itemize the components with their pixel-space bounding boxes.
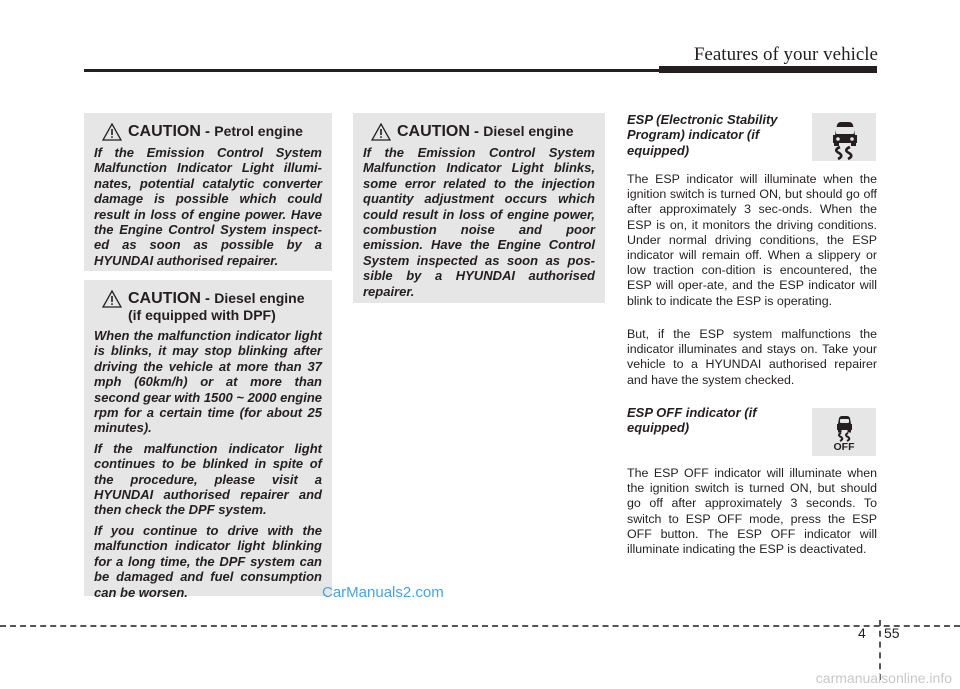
warning-triangle-icon [102,290,122,308]
caution-label: CAUTION [128,123,201,140]
caution-subject: Diesel engine [483,123,574,139]
header-rule-thick [659,66,877,73]
watermark-link[interactable]: CarManuals2.com [322,584,444,601]
esp-malfunction-text: But, if the ESP system malfunctions the indicator illuminates and stays on. Take your vehicle to a HYUNDAI authorised repairer and have the system checked. [627,327,877,387]
caution-title [397,123,574,140]
footer-dashed-line [0,625,960,627]
caution-dash: - [469,123,484,140]
caution-header [102,290,322,324]
caution-header [102,123,322,141]
esp-section-title: ESP (Electronic Stability Program) indicator (if equipped) [627,112,778,158]
caution-box-diesel [353,113,605,303]
caution-subject: Diesel engine [214,290,305,306]
caution-subject-line2: (if equipped with DPF) [128,307,276,323]
caution-header [371,123,595,141]
esp-off-description: The ESP OFF indicator will illuminate when the ignition switch is turned ON, but should go off after approximately 3 seconds. To switch to ESP OFF mode, press the ESP OFF button. The ESP OFF indicator will illuminate indicating the ESP is deactivated. [627,466,877,557]
footer-site-link[interactable]: carmanualsonline.info [815,670,952,686]
caution-box-petrol [84,113,332,271]
warning-triangle-icon [102,123,122,141]
esp-off-indicator-icon [812,408,876,456]
caution-label: CAUTION [128,290,201,307]
page-number: 55 [884,625,900,641]
caution-subject: Petrol engine [214,123,303,139]
caution-text: If the Emission Control System Malfunction Indicator Light illumi-nates, potential catalytic converter damage is possible which could result in loss of engine power. Have the Engine Control System inspect-ed as soon as possible by a HYUNDAI authorised repairer. [94,145,322,268]
caution-text: If the malfunction indicator light continues to be blinked in spite of the procedure, please visit a HYUNDAI authorised repairer and then check the DPF system. [94,440,322,518]
page-header-title: Features of your vehicle [693,44,878,65]
header-rule [84,69,659,72]
caution-title [128,123,303,140]
caution-box-diesel-dpf [84,280,332,600]
caution-title [128,290,305,324]
caution-text: If the Emission Control System Malfunction Indicator Light blinks, some error related to the injection quantity adjustment occurs which could result in loss of engine power, combustion noise and poor emission. Have the Engine Control System inspected as soon as pos-sible by a HYUNDAI authorised repairer. [363,145,595,299]
caution-dash: - [200,123,215,140]
caution-label: CAUTION [397,123,470,140]
esp-off-icon-label: OFF [833,441,855,453]
caution-text: If you continue to drive with the malfunction indicator light blinking for a long time, the DPF system can be damaged and fuel consumption can be worsen. [94,522,322,600]
chapter-number: 4 [858,625,866,641]
caution-dash: - [200,290,215,307]
esp-off-section-title: ESP OFF indicator (if equipped) [627,405,757,436]
warning-triangle-icon [371,123,391,141]
esp-indicator-icon [812,113,876,161]
esp-description: The ESP indicator will illuminate when the ignition switch is turned ON, but should go off after approximately 3 sec-onds. When the ESP is on, it monitors the driving conditions. Under normal driving conditions, the ESP indicator will remain off. When a slippery or low traction con-dition is encountered, the ESP will oper-ate, and the ESP indicator will blink to indicate the ESP is operating. [627,172,877,308]
caution-text: When the malfunction indicator light is blinks, it may stop blinking after driving the vehicle at more than 37 mph (60km/h) or at more than second gear with 1500 ~ 2000 engine rpm for a certain time (for about 25 minutes). [94,328,322,436]
